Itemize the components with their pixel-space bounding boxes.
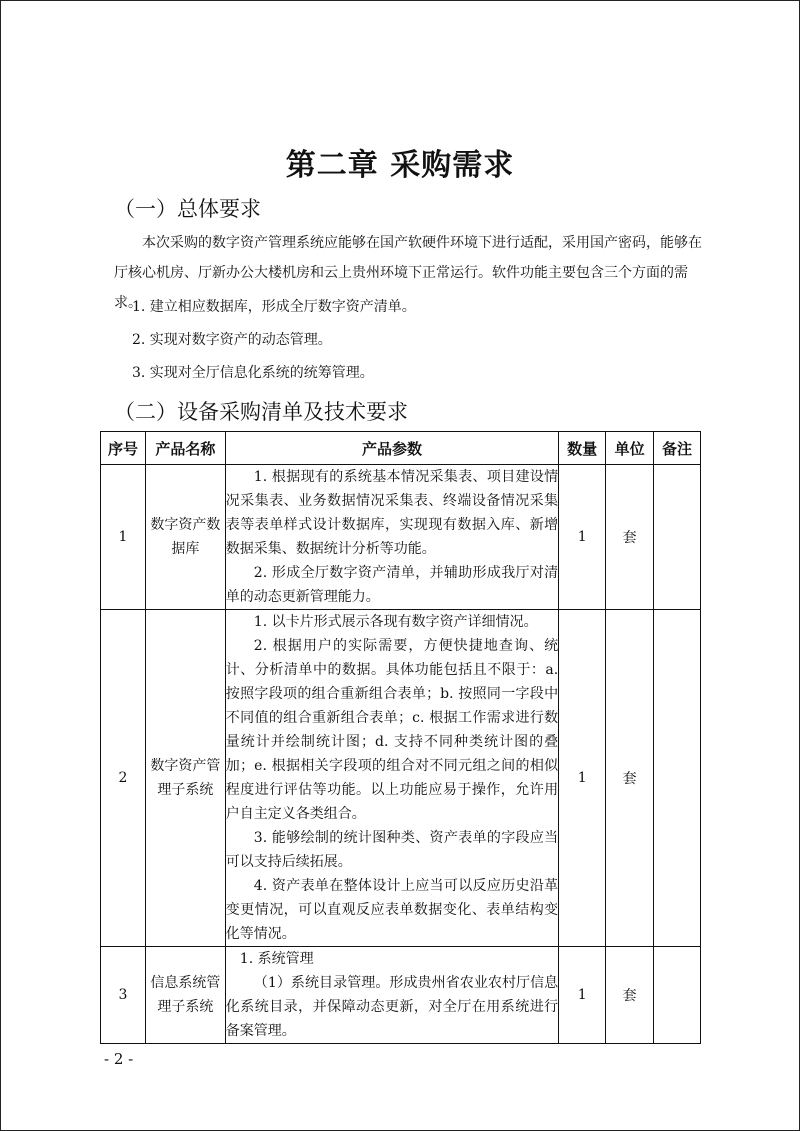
param-line: 1. 系统管理 [239,951,314,967]
param-line: 2. 根据用户的实际需要，方便快捷地查询、统计、分析清单中的数据。具体功能包括且不限于：a. 按照字段项的组合重新组合表单；b. 按照同一字段中不同值的组合重新组合表单；c. 根据工作需求进行数量统计并绘制统计图；d. 支持不同种类统计图的叠加；e. 根据相关字段项的组合对不同元组之间的相似程度进行评估等功能。以上功能应易于操作，允许用户自主定义各类组合。 [225,638,559,822]
param-line: 4. 资产表单在整体设计上应当可以反应历史沿革变更情况，可以直观反应表单数据变化、表单结构变化等情况。 [225,878,559,942]
cell-no: 2 [101,610,146,947]
cell-product-name: 信息系统管理子系统 [145,947,225,1044]
header-quantity: 数量 [559,432,606,465]
cell-no: 1 [101,465,146,610]
cell-note [654,610,701,947]
procurement-table [100,431,701,1044]
cell-quantity: 1 [559,610,606,947]
param-line: 2. 形成全厅数字资产清单，并辅助形成我厅对清单的动态更新管理能力。 [225,565,559,605]
header-unit: 单位 [606,432,654,465]
param-line: 3. 能够绘制的统计图种类、资产表单的字段应当可以支持后续拓展。 [225,830,559,870]
header-no: 序号 [101,432,146,465]
table-header-row [101,432,701,465]
section-heading-general-requirements: （一）总体要求 [114,197,261,221]
cell-product-name: 数字资产数据库 [145,465,225,610]
cell-note [654,465,701,610]
cell-product-params [225,947,558,1044]
cell-unit: 套 [606,947,654,1044]
page-number: - 2 - [104,1050,134,1068]
cell-no: 3 [101,947,146,1044]
cell-product-params [225,465,558,610]
intro-paragraph: 本次采购的数字资产管理系统应能够在国产软硬件环境下进行适配，采用国产密码，能够在厅核心机房、厅新办公大楼机房和云上贵州环境下正常运行。软件功能主要包含三个方面的需求。 [114,235,702,311]
requirement-item-3: 3. 实现对全厅信息化系统的统筹管理。 [132,365,374,381]
cell-quantity: 1 [559,947,606,1044]
table-row [101,947,701,1044]
cell-note [654,947,701,1044]
chapter-title: 第二章 采购需求 [285,148,515,183]
cell-product-params [225,610,558,947]
header-note: 备注 [654,432,701,465]
param-line: 1. 根据现有的系统基本情况采集表、项目建设情况采集表、业务数据情况采集表、终端设备情况采集表等表单样式设计数据库，实现现有数据入库、新增数据采集、数据统计分析等功能。 [225,469,559,557]
param-line: （1）系统目录管理。形成贵州省农业农村厅信息化系统目录，并保障动态更新，对全厅在用系统进行备案管理。 [225,975,559,1039]
section-heading-procurement-list: （二）设备采购清单及技术要求 [114,400,408,424]
cell-product-name: 数字资产管理子系统 [145,610,225,947]
header-product-params: 产品参数 [225,432,558,465]
param-line: 1. 以卡片形式展示各现有数字资产详细情况。 [253,614,538,630]
requirement-item-2: 2. 实现对数字资产的动态管理。 [132,332,332,348]
table-row [101,465,701,610]
cell-quantity: 1 [559,465,606,610]
cell-unit: 套 [606,465,654,610]
cell-unit: 套 [606,610,654,947]
table-row [101,610,701,947]
header-product-name: 产品名称 [145,432,225,465]
requirement-item-1: 1. 建立相应数据库，形成全厅数字资产清单。 [132,299,416,315]
